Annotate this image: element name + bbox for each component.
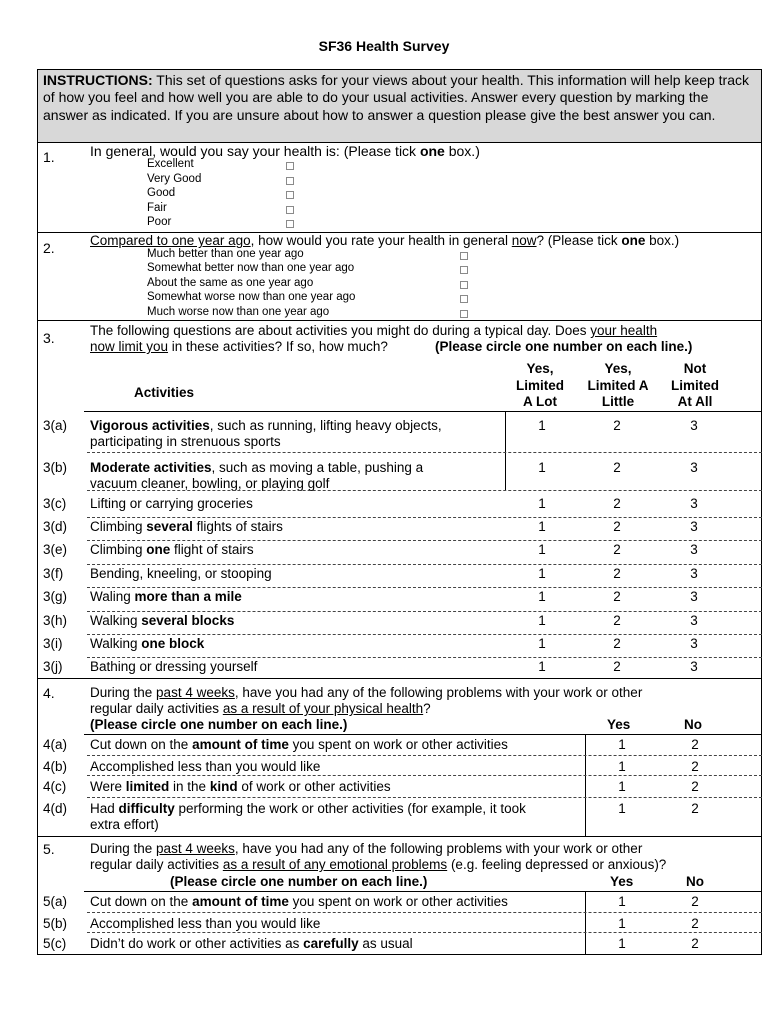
option-no[interactable]: 2 <box>691 759 699 774</box>
row-number: 3(c) <box>43 496 67 511</box>
instructions-label: INSTRUCTIONS: <box>43 72 153 88</box>
option-not-limited[interactable]: 3 <box>690 418 698 433</box>
activity-label: Lifting or carrying groceries <box>90 496 253 511</box>
row-separator <box>87 490 762 491</box>
q4-intro-line2: regular daily activities as a result of your physical health? <box>90 701 431 716</box>
activity-row <box>37 588 762 612</box>
row-number: 4(d) <box>43 801 68 816</box>
option-not-limited[interactable]: 3 <box>690 636 698 651</box>
problem-label: Were limited in the kind of work or other activities <box>90 779 391 794</box>
option-limited-a-little[interactable]: 2 <box>613 589 621 604</box>
activity-row <box>37 565 762 588</box>
activity-row <box>37 612 762 635</box>
activity-row <box>37 518 762 541</box>
problem-label: Didn’t do work or other activities as carefully as usual <box>90 936 413 951</box>
q1-option-label: Poor <box>147 216 172 229</box>
row-number: 3(a) <box>43 418 68 433</box>
option-limited-a-lot[interactable]: 1 <box>538 496 546 511</box>
q5-intro-line2: regular daily activities as a result of any emotional problems (e.g. feeling depressed or anxious)? <box>90 857 667 872</box>
option-limited-a-little[interactable]: 2 <box>613 519 621 534</box>
activity-row <box>37 495 762 518</box>
q3-intro-line2: now limit you in these activities? If so, how much? <box>90 339 388 354</box>
row-number: 3(g) <box>43 589 68 604</box>
q2-option-label: Much worse now than one year ago <box>147 305 330 318</box>
problem-row <box>37 734 762 756</box>
problem-row <box>37 891 762 913</box>
activity-row <box>37 658 762 678</box>
col-header-limited-a-lot: Yes, Limited A Lot <box>515 361 564 409</box>
activities-header: Activities <box>134 385 195 400</box>
option-limited-a-little[interactable]: 2 <box>613 460 621 475</box>
activity-label: Bathing or dressing yourself <box>90 659 258 674</box>
q2-checkbox[interactable] <box>460 252 468 260</box>
q4-number: 4. <box>43 685 55 701</box>
option-limited-a-lot[interactable]: 1 <box>538 589 546 604</box>
problem-label: Cut down on the amount of time you spent on work or other activities <box>90 737 508 752</box>
q1-option-label: Excellent <box>147 158 194 170</box>
instructions-box <box>37 69 762 143</box>
option-limited-a-little[interactable]: 2 <box>613 636 621 651</box>
q2-checkbox[interactable] <box>460 281 468 289</box>
option-not-limited[interactable]: 3 <box>690 460 698 475</box>
q4-yes-header: Yes <box>607 717 631 732</box>
option-yes[interactable]: 1 <box>618 779 626 794</box>
option-limited-a-lot[interactable]: 1 <box>538 519 546 534</box>
activity-label: Waling more than a mile <box>90 589 242 604</box>
q3-number: 3. <box>43 330 55 346</box>
row-number: 3(e) <box>43 542 68 557</box>
q2-question: Compared to one year ago, how would you rate your health in general now? (Please tick one box.) <box>90 233 680 248</box>
activity-label: Walking several blocks <box>90 613 235 628</box>
q1-question: In general, would you say your health is: (Please tick one box.) <box>90 143 480 159</box>
q2-checkbox[interactable] <box>460 266 468 274</box>
q3-intro-line1: The following questions are about activities you might do during a typical day. Does your health <box>90 323 658 338</box>
option-limited-a-lot[interactable]: 1 <box>538 542 546 557</box>
q1-checkbox[interactable] <box>286 191 294 199</box>
q1-checkbox[interactable] <box>286 206 294 214</box>
problem-row <box>37 913 762 933</box>
problem-label: Accomplished less than you would like <box>90 759 321 774</box>
option-yes[interactable]: 1 <box>618 916 626 931</box>
activity-label: Moderate activities, such as moving a table, pushing a vacuum cleaner, bowling, or playing golf <box>90 460 424 491</box>
option-not-limited[interactable]: 3 <box>690 589 698 604</box>
q2-checkbox[interactable] <box>460 295 468 303</box>
option-limited-a-lot[interactable]: 1 <box>538 613 546 628</box>
option-limited-a-little[interactable]: 2 <box>613 542 621 557</box>
option-no[interactable]: 2 <box>691 894 699 909</box>
activity-row <box>37 411 762 453</box>
q2-option-label: Somewhat worse now than one year ago <box>147 291 356 304</box>
option-limited-a-lot[interactable]: 1 <box>538 636 546 651</box>
activity-row <box>37 635 762 658</box>
q1-checkbox[interactable] <box>286 177 294 185</box>
option-not-limited[interactable]: 3 <box>690 542 698 557</box>
option-not-limited[interactable]: 3 <box>690 496 698 511</box>
row-number: 4(a) <box>43 737 68 752</box>
q2-option-label: About the same as one year ago <box>147 276 314 289</box>
page-title: SF36 Health Survey <box>318 38 450 54</box>
option-yes[interactable]: 1 <box>618 894 626 909</box>
row-number: 5(c) <box>43 936 67 951</box>
row-number: 5(a) <box>43 894 68 909</box>
row-number: 3(b) <box>43 460 68 475</box>
option-limited-a-little[interactable]: 2 <box>613 566 621 581</box>
q1-checkbox[interactable] <box>286 220 294 228</box>
col-header-limited-a-little: Yes, Limited A Little <box>587 361 649 409</box>
option-yes[interactable]: 1 <box>618 936 626 951</box>
col-header-not-limited: Not Limited At All <box>670 361 719 409</box>
q2-number: 2. <box>43 240 55 256</box>
problem-label: Cut down on the amount of time you spent on work or other activities <box>90 894 508 909</box>
activity-label: Vigorous activities, such as running, lifting heavy objects, participating in strenuous sports <box>90 418 442 449</box>
row-number: 3(i) <box>43 636 63 651</box>
problem-row <box>37 933 762 955</box>
divider <box>37 320 762 321</box>
option-limited-a-little[interactable]: 2 <box>613 613 621 628</box>
activity-row <box>37 453 762 491</box>
row-number: 5(b) <box>43 916 68 931</box>
row-number: 3(d) <box>43 519 68 534</box>
option-limited-a-lot[interactable]: 1 <box>538 460 546 475</box>
option-not-limited[interactable]: 3 <box>690 566 698 581</box>
q2-option-label: Somewhat better now than one year ago <box>147 262 355 275</box>
q5-yes-header: Yes <box>610 874 634 889</box>
activity-label: Bending, kneeling, or stooping <box>90 566 272 581</box>
q1-option-label: Good <box>147 187 176 200</box>
q4-instruction: (Please circle one number on each line.) <box>90 717 348 732</box>
row-number: 4(c) <box>43 779 67 794</box>
q1-number: 1. <box>43 149 55 165</box>
problem-row <box>37 776 762 798</box>
option-no[interactable]: 2 <box>691 936 699 951</box>
option-limited-a-lot[interactable]: 1 <box>538 566 546 581</box>
row-number: 3(f) <box>43 566 64 581</box>
divider <box>37 836 762 837</box>
activity-label: Climbing several flights of stairs <box>90 519 283 534</box>
option-yes[interactable]: 1 <box>618 737 626 752</box>
activity-label: Climbing one flight of stairs <box>90 542 254 557</box>
q5-no-header: No <box>686 874 704 889</box>
option-no[interactable]: 2 <box>691 779 699 794</box>
q2-option-label: Much better than one year ago <box>147 248 304 260</box>
activity-row <box>37 541 762 565</box>
q4-no-header: No <box>684 717 702 732</box>
problem-row <box>37 798 762 836</box>
option-no[interactable]: 2 <box>691 916 699 931</box>
divider <box>37 678 762 679</box>
option-no[interactable]: 2 <box>691 801 699 816</box>
option-limited-a-little[interactable]: 2 <box>613 659 621 674</box>
q5-instruction: (Please circle one number on each line.) <box>170 874 428 889</box>
q1-checkbox[interactable] <box>286 162 294 170</box>
row-number: 4(b) <box>43 759 68 774</box>
row-number: 3(h) <box>43 613 68 628</box>
option-yes[interactable]: 1 <box>618 759 626 774</box>
option-not-limited[interactable]: 3 <box>690 659 698 674</box>
problem-label: Accomplished less than you would like <box>90 916 321 931</box>
q2-checkbox[interactable] <box>460 310 468 318</box>
option-limited-a-little[interactable]: 2 <box>613 496 621 511</box>
q1-option-label: Very Good <box>147 172 202 185</box>
option-limited-a-lot[interactable]: 1 <box>538 418 546 433</box>
problem-row <box>37 756 762 776</box>
q1-option-label: Fair <box>147 201 167 214</box>
option-no[interactable]: 2 <box>691 737 699 752</box>
q5-number: 5. <box>43 841 55 857</box>
row-number: 3(j) <box>43 659 63 674</box>
option-yes[interactable]: 1 <box>618 801 626 816</box>
option-limited-a-lot[interactable]: 1 <box>538 659 546 674</box>
option-limited-a-little[interactable]: 2 <box>613 418 621 433</box>
option-not-limited[interactable]: 3 <box>690 613 698 628</box>
option-not-limited[interactable]: 3 <box>690 519 698 534</box>
instructions-text: This set of questions asks for your views about your health. This information will help keep track of how you feel and how well you are able to do your usual activities. Answer every question by marking the answer as indicated. If you are unsure about how to answer a question please give the best answer you can. <box>43 72 749 123</box>
q5-intro-line1: During the past 4 weeks, have you had any of the following problems with your work or other <box>90 841 643 856</box>
problem-label: Had difficulty performing the work or other activities (for example, it took extra effort) <box>90 801 526 832</box>
activity-label: Walking one block <box>90 636 205 651</box>
q3-instruction: (Please circle one number on each line.) <box>435 339 693 354</box>
q4-intro-line1: During the past 4 weeks, have you had any of the following problems with your work or other <box>90 685 643 700</box>
